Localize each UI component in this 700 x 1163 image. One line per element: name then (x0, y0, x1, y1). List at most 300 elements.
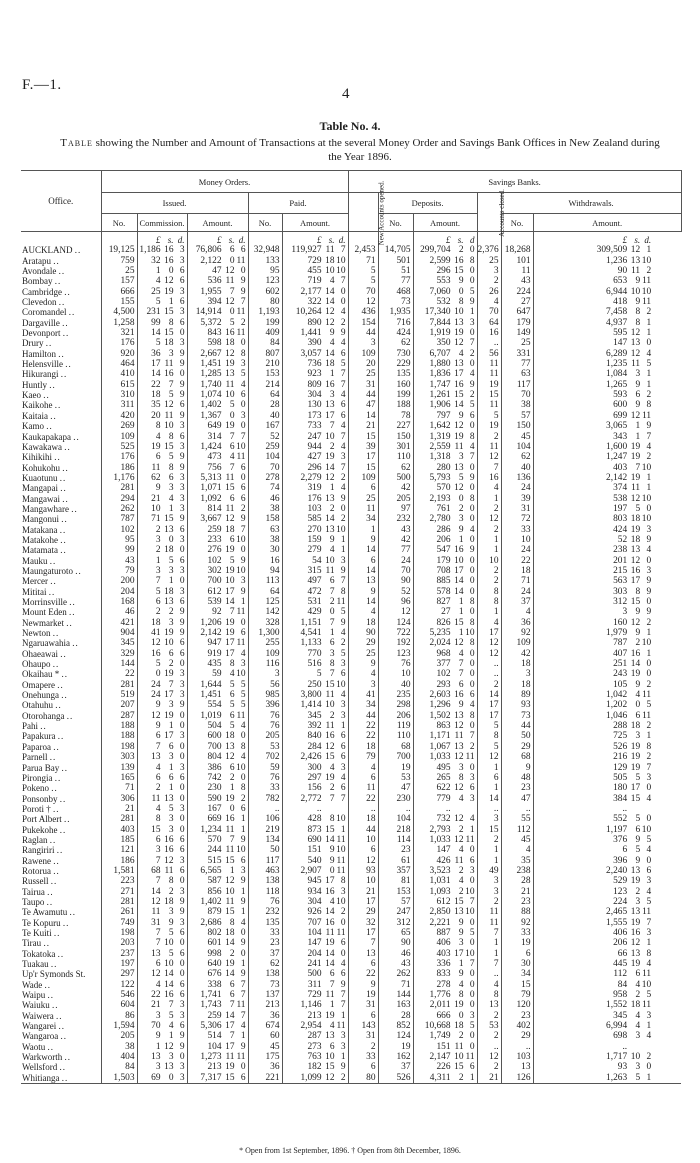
new-accounts-count: 80 (348, 1073, 378, 1084)
table-title: Table No. 4. (319, 119, 381, 133)
issued-amount-shillings: 6 (229, 245, 235, 256)
office-label: Mangawhare (22, 503, 69, 514)
office-label: Rangiriri (22, 845, 55, 856)
deposits-count: 62 (378, 338, 413, 348)
commission-amount (137, 1042, 187, 1052)
deposits-amount (413, 576, 477, 586)
deposits-count: 12 (378, 607, 413, 617)
withdrawals-count: 331 (501, 349, 533, 359)
deposits-amount-pounds: 1,067 (429, 741, 451, 752)
commission-amount-pounds: 20 (151, 410, 161, 421)
paid-amount-pounds: 923 (307, 369, 322, 380)
leader-dots: .. (50, 959, 58, 970)
paid-amount-pence: 3 (340, 1041, 346, 1052)
issued-amount-shillings: 18 (225, 731, 235, 742)
withdrawals-amount (533, 711, 681, 721)
withdrawals-amount-pounds: 2,240 (606, 865, 628, 876)
issued-amount-shillings: 8 (229, 917, 235, 928)
commission-amount (137, 845, 187, 855)
commission-amount-pounds: 69 (151, 1072, 161, 1083)
paid-amount-pounds: 392 (307, 721, 322, 732)
commission-amount-pounds: 9 (155, 1031, 161, 1042)
issued-amount-pounds: 998 (207, 948, 222, 959)
deposits-amount (413, 918, 477, 928)
deposits-amount-pounds: 547 (436, 545, 451, 556)
withdrawals-amount-pence: 0 (646, 855, 652, 866)
deposits-amount-pence: 5 (469, 928, 475, 938)
issued-amount-pence: 6 (240, 483, 246, 494)
withdrawals-count: 402 (501, 1021, 533, 1031)
deposits-amount (413, 752, 477, 762)
leader-dots: .. (62, 493, 69, 504)
deposits-amount-pence: 10 (465, 948, 475, 959)
withdrawals-amount-pounds: 6,289 (606, 348, 628, 359)
withdrawals-count: 45 (501, 835, 533, 845)
withdrawals-amount-pence: 1 (646, 317, 652, 328)
accounts-closed-count: 64 (477, 318, 501, 328)
commission-amount-shillings: 6 (168, 741, 174, 752)
leader-dots: .. (61, 762, 68, 773)
issued-amount-pounds: 539 (207, 597, 222, 607)
withdrawals-count: 36 (501, 618, 533, 628)
withdrawals-amount-pounds: 787 (613, 638, 628, 649)
paid-amount-pounds: 707 (307, 917, 322, 928)
deposits-count: 162 (378, 1052, 413, 1062)
paid-count: 113 (248, 576, 282, 586)
office-name (21, 380, 101, 390)
deposits-amount-pounds: 827 (436, 597, 451, 607)
office-name (21, 742, 101, 752)
new-accounts-count: 71 (348, 256, 378, 266)
issued-amount (187, 276, 248, 286)
table-row (21, 318, 681, 328)
issued-amount (187, 597, 248, 607)
accounts-closed-count: 1 (477, 938, 501, 948)
deposits-amount-pounds: 2,193 (429, 493, 451, 504)
commission-amount (137, 928, 187, 938)
leader-dots: .. (46, 421, 53, 432)
accounts-closed-count: 49 (477, 866, 501, 876)
commission-amount-pounds: 4 (155, 276, 161, 287)
withdrawals-amount-pence: 7 (646, 431, 652, 442)
commission-amount-pence: 9 (179, 379, 185, 390)
issued-amount-pence: 10 (236, 762, 246, 773)
withdrawals-amount-pence: 1 (646, 379, 652, 390)
table-row (21, 297, 681, 307)
withdrawals-amount (533, 411, 681, 421)
office-label: Ohaeawai (22, 648, 58, 659)
issued-amount-pence: 7 (240, 524, 246, 535)
commission-amount-pounds: 18 (151, 390, 161, 401)
withdrawals-amount (533, 494, 681, 504)
deposits-amount (413, 587, 477, 597)
deposits-amount (413, 969, 477, 979)
new-accounts-count: 21 (348, 887, 378, 897)
withdrawals-amount (533, 349, 681, 359)
commission-amount-pounds: 9 (155, 483, 161, 494)
issued-amount (187, 980, 248, 990)
withdrawals-amount-shillings: 19 (630, 452, 641, 463)
paid-amount-shillings: 16 (325, 731, 335, 742)
paid-count: 985 (248, 690, 282, 700)
commission-amount (137, 835, 187, 845)
commission-amount-shillings: 4 (168, 1021, 174, 1032)
table-row (21, 690, 681, 700)
commission-amount-pounds: 14 (151, 328, 161, 339)
commission-amount-pence: 0 (179, 793, 185, 804)
commission-amount-shillings: 5 (168, 555, 174, 566)
withdrawals-count: 33 (501, 525, 533, 535)
withdrawals-count: 70 (501, 390, 533, 400)
deposits-count: 43 (378, 959, 413, 969)
paid-count: 33 (248, 783, 282, 793)
table-row (21, 804, 681, 814)
accounts-closed-count: 8 (477, 731, 501, 741)
paid-amount-pounds: 540 (307, 855, 322, 866)
deposits-count: 301 (378, 442, 413, 452)
deposits-count: 77 (378, 276, 413, 286)
commission-amount-pounds: 24 (151, 690, 161, 701)
accounts-closed-count: 17 (477, 711, 501, 721)
commission-amount-shillings: 12 (164, 855, 174, 866)
issued-amount (187, 359, 248, 369)
deposits-no-header: No. (378, 214, 413, 232)
paid-amount-pence: 8 (340, 876, 346, 887)
paid-amount-pence: 9 (340, 617, 346, 628)
commission-amount-shillings: 7 (168, 679, 174, 690)
deposits-amount-shillings: 14 (454, 586, 464, 597)
paid-amount-pounds: 250 (307, 679, 322, 690)
withdrawals-amount-shillings: 18 (630, 1000, 641, 1011)
office-name (21, 628, 101, 638)
withdrawals-count: .. (501, 804, 533, 814)
leader-dots: .. (44, 979, 52, 990)
withdrawals-amount-shillings: 6 (635, 710, 641, 721)
paid-amount-pounds: 176 (307, 493, 322, 504)
office-name (21, 959, 101, 969)
deposits-amount-pounds: 578 (436, 586, 451, 597)
deposits-amount-shillings: 9 (458, 917, 464, 928)
commission-amount-pence: 9 (179, 617, 185, 628)
deposits-amount-shillings: 12 (454, 338, 464, 349)
leader-dots: .. (58, 297, 66, 308)
paid-amount (282, 928, 348, 938)
deposits-amount-pounds: 797 (436, 410, 451, 421)
office-name (21, 866, 101, 876)
issued-amount-shillings: 8 (229, 659, 235, 670)
accounts-closed-count: 12 (477, 649, 501, 659)
withdrawals-amount-shillings: 19 (630, 917, 641, 928)
issued-amount (187, 297, 248, 307)
paid-count: 807 (248, 349, 282, 359)
deposits-amount-shillings: 14 (454, 400, 464, 411)
paid-amount (282, 866, 348, 876)
withdrawals-amount-pence: 10 (641, 493, 652, 504)
deposits-amount-pounds: 102 (436, 669, 451, 680)
deposits-amount-shillings: 11 (454, 1041, 464, 1052)
paid-amount-shillings: 10 (325, 431, 335, 442)
withdrawals-count: 23 (501, 783, 533, 793)
leader-dots: .. (64, 814, 71, 825)
deposits-amount-pence: 0 (469, 845, 475, 856)
office-label: Mangawai (22, 493, 60, 504)
deposits-amount (413, 618, 477, 628)
withdrawals-amount-pounds: 215 (613, 565, 628, 576)
withdrawals-amount (533, 1031, 681, 1041)
accounts-closed-count: 2 (477, 576, 501, 586)
commission-amount (137, 907, 187, 917)
office-label: Coromandel (22, 307, 67, 318)
issued-amount-shillings: 4 (229, 669, 235, 680)
commission-amount-pounds: 4 (155, 803, 161, 814)
deposits-count: 357 (378, 866, 413, 876)
paid-count: 134 (248, 835, 282, 845)
issued-amount (187, 690, 248, 700)
paid-count: 70 (248, 463, 282, 473)
office-name (21, 887, 101, 897)
new-accounts-count: 44 (348, 328, 378, 338)
office-name (21, 245, 101, 255)
paid-amount-pence: 6 (340, 969, 346, 980)
withdrawals-amount-pence: 0 (646, 1062, 652, 1073)
deposits-amount (413, 442, 477, 452)
paid-amount-shillings: 10 (325, 700, 335, 711)
withdrawals-amount-shillings: 11 (631, 359, 641, 370)
commission-amount-pounds: 21 (151, 1000, 161, 1011)
issued-count: 287 (101, 711, 137, 721)
issued-amount-pounds: 6,565 (200, 865, 222, 876)
paid-amount (282, 845, 348, 855)
table-row (21, 504, 681, 514)
page-number: 4 (342, 86, 350, 102)
issued-amount-pounds: 104 (207, 1041, 222, 1052)
deposits-amount-pence: 8 (469, 431, 475, 442)
paid-amount-pence: 3 (340, 1031, 346, 1042)
withdrawals-amount-pence: 2 (646, 617, 652, 628)
deposits-count: 62 (378, 463, 413, 473)
issued-count: 168 (101, 597, 137, 607)
commission-amount (137, 359, 187, 369)
paid-count: 64 (248, 587, 282, 597)
issued-amount (187, 773, 248, 783)
commission-amount-pounds: 8 (155, 814, 161, 825)
office-name (21, 690, 101, 700)
deposits-amount (413, 504, 477, 514)
deposits-amount-pence: 0 (469, 669, 475, 680)
issued-amount-pounds: 700 (207, 576, 222, 587)
issued-amount-pence: 4 (240, 721, 246, 732)
withdrawals-amount-pounds: .. (622, 803, 628, 814)
withdrawals-amount (533, 700, 681, 710)
paid-amount-pounds: 2,907 (300, 865, 322, 876)
paid-amount-pounds: 1,099 (300, 1072, 322, 1083)
deposits-amount-pounds: 1,093 (429, 886, 451, 897)
issued-amount (187, 742, 248, 752)
commission-amount-shillings: 8 (168, 876, 174, 887)
commission-amount-shillings: 6 (168, 772, 174, 783)
paid-amount-shillings: 14 (325, 948, 335, 959)
withdrawals-amount-pence: 10 (641, 824, 652, 835)
issued-amount-shillings: 11 (225, 503, 235, 514)
office-name (21, 525, 101, 535)
accounts-closed-count: 2 (477, 566, 501, 576)
issued-amount (187, 814, 248, 824)
issued-amount-shillings: 0 (229, 803, 235, 814)
paid-amount (282, 783, 348, 793)
issued-amount (187, 721, 248, 731)
deposits-count: 124 (378, 618, 413, 628)
paid-amount-shillings: 2 (329, 441, 335, 452)
issued-count: 546 (101, 990, 137, 1000)
paid-amount-shillings: 14 (325, 462, 335, 473)
commission-amount-pence: 9 (179, 462, 185, 473)
paid-amount-shillings: 7 (329, 617, 335, 628)
issued-amount-pounds: 601 (207, 938, 222, 949)
paid-amount-shillings: 4 (329, 1021, 335, 1032)
accounts-closed-count: 12 (477, 752, 501, 762)
withdrawals-amount (533, 794, 681, 804)
withdrawals-count: 72 (501, 514, 533, 524)
paid-amount-shillings: 14 (325, 348, 335, 359)
paid-amount-pounds: 934 (307, 886, 322, 897)
commission-amount-shillings: 12 (164, 400, 174, 411)
commission-amount (137, 1062, 187, 1072)
issued-amount-shillings: 12 (225, 266, 235, 276)
withdrawals-count: 179 (501, 318, 533, 328)
deposits-amount-pence: 3 (469, 772, 475, 783)
withdrawals-count: 50 (501, 731, 533, 741)
issued-amount (187, 421, 248, 431)
issued-amount (187, 380, 248, 390)
commission-amount-shillings: 1 (168, 503, 174, 514)
withdrawals-count: 92 (501, 628, 533, 638)
table-row (21, 1042, 681, 1052)
commission-amount-pounds: 3 (155, 845, 161, 856)
issued-amount (187, 794, 248, 804)
new-accounts-count: 39 (348, 442, 378, 452)
commission-amount (137, 525, 187, 535)
issued-count: 122 (101, 980, 137, 990)
paid-count: 76 (248, 721, 282, 731)
issued-count: 109 (101, 431, 137, 441)
withdrawals-count: 38 (501, 400, 533, 410)
deposits-count: 114 (378, 835, 413, 845)
deposits-count: 206 (378, 711, 413, 721)
deposits-amount-shillings: 0 (458, 493, 464, 504)
deposits-amount (413, 980, 477, 990)
withdrawals-amount-shillings: 18 (630, 534, 641, 545)
paid-count: 106 (248, 814, 282, 824)
commission-amount (137, 949, 187, 959)
withdrawals-amount (533, 525, 681, 535)
commission-amount-shillings: 5 (168, 1010, 174, 1021)
commission-amount (137, 504, 187, 514)
withdrawals-count: 29 (501, 742, 533, 752)
new-accounts-count: 29 (348, 638, 378, 648)
office-name (21, 969, 101, 979)
deposits-amount-pence: 3 (469, 793, 475, 804)
paid-count: 94 (248, 566, 282, 576)
issued-count: 759 (101, 256, 137, 266)
deposits-count: 40 (378, 680, 413, 690)
leader-dots: .. (60, 483, 67, 494)
accounts-closed-count: 3 (477, 814, 501, 824)
commission-amount-shillings: 2 (168, 607, 174, 618)
commission-amount-pounds: 7 (155, 855, 161, 866)
leader-dots: .. (47, 886, 54, 897)
deposits-count: 90 (378, 576, 413, 586)
commission-amount-pounds: 17 (151, 359, 161, 370)
commission-amount-pounds: 22 (151, 990, 161, 1001)
withdrawals-amount (533, 400, 681, 410)
office-label: Kaitaia (22, 410, 48, 421)
deposits-amount (413, 483, 477, 493)
office-name (21, 814, 101, 824)
commission-amount-pounds: 13 (151, 752, 161, 763)
accounts-closed-count: 19 (477, 380, 501, 390)
leader-dots: .. (59, 1062, 67, 1073)
new-accounts-count: 17 (348, 928, 378, 938)
paid-count: 76 (248, 897, 282, 907)
office-name (21, 618, 101, 628)
withdrawals-amount-pounds: 384 (613, 793, 628, 804)
commission-amount-pence: 3 (179, 255, 185, 266)
table-row (21, 1031, 681, 1041)
paid-amount-pence: 11 (336, 865, 346, 876)
issued-amount-shillings: 5 (229, 700, 235, 711)
withdrawals-amount-shillings: 2 (635, 990, 641, 1001)
issued-amount-pounds: 1,019 (200, 710, 222, 721)
commission-amount-pounds: 12 (151, 638, 161, 649)
issued-amount (187, 762, 248, 772)
deposits-amount (413, 514, 477, 524)
leader-dots: .. (60, 369, 68, 380)
deposits-amount-pence: 10 (465, 886, 475, 897)
new-accounts-count: 25 (348, 369, 378, 379)
deposits-amount (413, 731, 477, 741)
commission-amount-pence: 3 (179, 307, 185, 318)
issued-amount-pence: 9 (240, 876, 246, 887)
accounts-closed-count: 5 (477, 411, 501, 421)
table-row (21, 276, 681, 286)
withdrawals-amount-shillings: 12 (630, 617, 641, 628)
new-accounts-count: 22 (348, 731, 378, 741)
withdrawals-amount-pounds: 407 (613, 648, 628, 659)
office-label: Pirongia (22, 772, 53, 783)
deposits-count: 73 (378, 297, 413, 307)
withdrawals-amount (533, 514, 681, 524)
commission-amount-shillings: 3 (168, 824, 174, 835)
office-name (21, 1062, 101, 1072)
issued-amount-pounds: 14,914 (195, 307, 222, 318)
office-label: Te Awamutu (22, 907, 68, 918)
withdrawals-amount-pounds: 396 (613, 855, 628, 866)
deposits-amount-pence: 1 (469, 1072, 475, 1083)
withdrawals-amount (533, 328, 681, 338)
deposits-amount-pounds: 377 (436, 659, 451, 670)
issued-amount (187, 318, 248, 328)
withdrawals-count: 92 (501, 918, 533, 928)
withdrawals-amount-pence: 4 (646, 545, 652, 556)
paid-count: 16 (248, 556, 282, 566)
deposits-amount (413, 245, 477, 255)
leader-dots: .. (62, 917, 70, 928)
commission-amount (137, 752, 187, 762)
office-name (21, 318, 101, 328)
leader-dots: .. (49, 752, 57, 763)
commission-amount-pence: 9 (179, 348, 185, 359)
deposits-amount-pence: 9 (469, 379, 475, 390)
